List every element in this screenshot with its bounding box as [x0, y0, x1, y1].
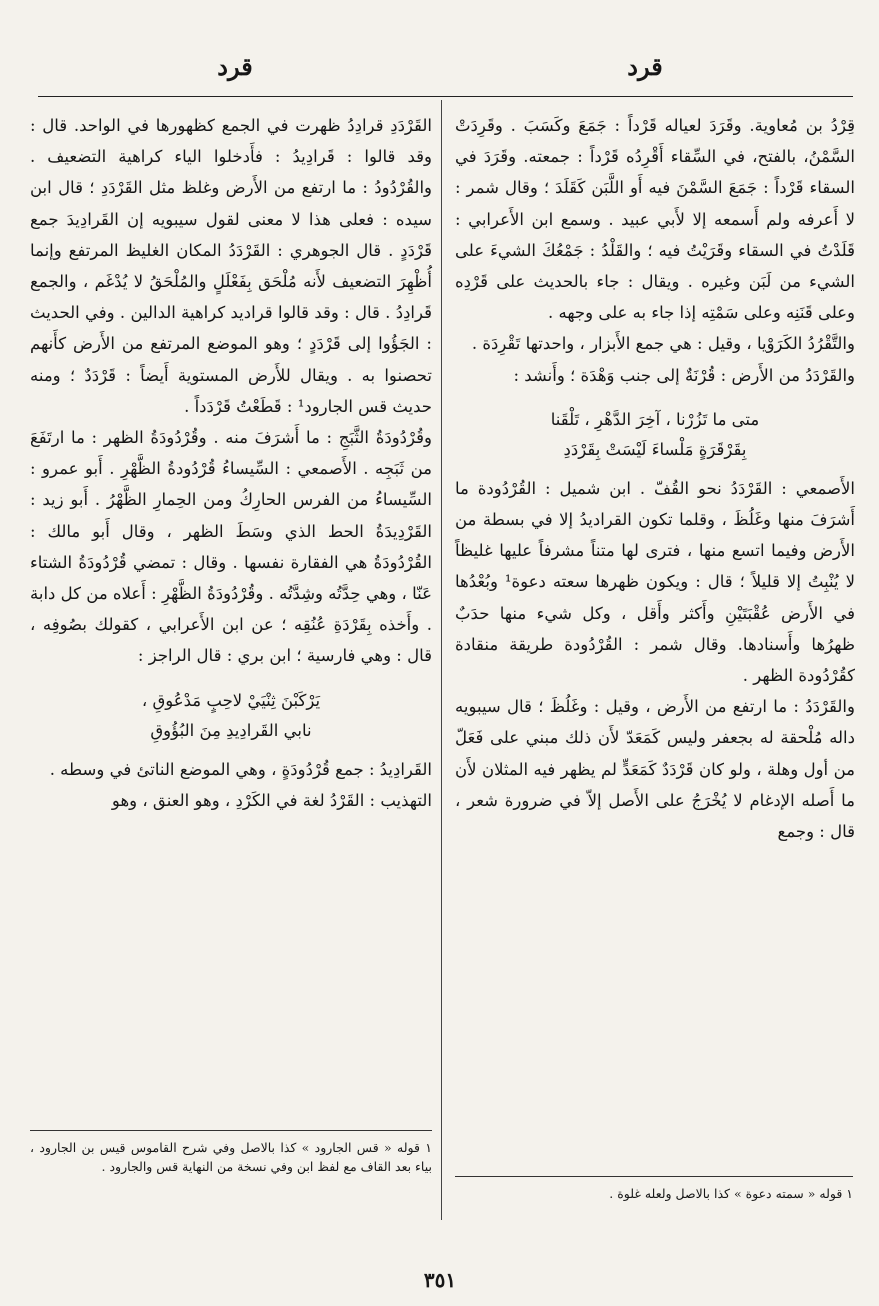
poem-block: [30, 686, 432, 746]
right-column: [455, 110, 855, 847]
poem-verse: نابي القَرادِيدِ مِنَ البُؤُوقِ: [150, 720, 312, 740]
paragraph: القَرادِيدُ : جمع قُرْدُودَةٍ ، وهي الموضع الناتئ في وسطه .: [49, 759, 432, 779]
paragraph: القَرْدَدِ قرادِدُ ظهرت في الجمع كظهورها في الواحد. قال : وقد قالوا : قَرادِيدُ : فأَدخلوا الياء كراهية التضعيف . والقُرْدُودُ : ما ارتفع من الأَرض وغلظ مثل القَرْدَدِ ؛ قال ابن سيده : فعلى هذا لا معنى لقول سيبويه إن القَرادِيدَ جمع قَرْدَدٍ . قال الجوهري : القَرْدَدُ المكان الغليظ المرتفع وإنما أُظْهِرَ التضعيف لأَنه مُلْحَق بِفَعْلَلٍ والمُلْحَقُ لا يُدْغَم ، والجمع قَرادِدُ . قال : وقد قالوا قراديد كراهية الدالين . وفي الحديث : الجَؤُوا إلى قَرْدَدٍ ؛ وهو الموضع المرتفع من الأَرض كأَنهم تحصنوا به . ويقال للأَرض المستوية أَيضاً : قَرْدَدٌ ؛ ومنه حديث قس الجارود¹ : قَطَعْتُ قَرْدَداً .: [30, 116, 432, 416]
paragraph: والقَرْدَدُ من الأَرض : قُرْنَةٌ إلى جنب وَهْدَة ؛ وأَنشد :: [513, 365, 855, 385]
footnote-right: ١ قوله « سمته دعوة » كذا بالاصل ولعله غلوة .: [609, 1186, 853, 1201]
poem-block: [455, 405, 855, 465]
footnote-rule: [30, 1130, 432, 1131]
footnote-rule: [455, 1176, 853, 1177]
poem-verse: بِقَرْقَرَةٍ مَلْساءَ لَيْسَتْ بِقَرْدَدِ: [563, 439, 747, 459]
left-column: [30, 110, 432, 816]
poem-verse: يَرْكَبْنَ ثِنْيَيْ لاحِبٍ مَدْعُوقِ ،: [141, 690, 321, 710]
running-header-left: قرد: [217, 52, 253, 81]
running-header-right: قرد: [627, 52, 663, 81]
paragraph: التهذيب : القَرْدُ لغة في الكَرْدِ ، وهو العنق ، وهو: [111, 790, 432, 810]
poem-verse: متى ما تَزُرْنا ، آخِرَ الدَّهْرِ ، تَلْقَنا: [550, 409, 760, 429]
paragraph: والقَرْدَدُ : ما ارتفع من الأَرض ، وقيل : وغَلُظَ ؛ قال سيبويه داله مُلْحقة له بجعفر وليس كَمَعَدّ لأَن ذلك مبني على فَعَلّ من أول وهلة ، ولو كان قَرْدَدٌ كَمَعَدٍّ لم يظهر فيه المثلان لأَن ما أَصله الإدغام لا يُخْرَجُ على الأَصل إلاّ في ضرورة شعر ، قال : وجمع: [455, 697, 855, 842]
footnote-left: ١ قوله « قس الجارود » كذا بالاصل وفي شرح القاموس قيس بن الجارود ، بياء بعد القاف مع لفظ ابن وفي نسخة من النهاية قس والجارود .: [30, 1140, 432, 1174]
page-number: ٣٥١: [423, 1268, 457, 1292]
paragraph: وقُرْدُودَةُ الثَّبَجِ : ما أَشرَفَ منه . وقُرْدُودَةُ الظهر : ما ارتَفَعَ من ثَبَجِه . الأَصمعي : السِّيساءُ قُرْدُودةُ الظَّهْرِ . أَبو عمرو : السِّيساءُ من الفرس الحارِكُ ومن الحِمارِ الظَّهْرُ . أَبو زيد : القَرْدِيدَةُ الحط الذي وسَطَ الظهر ، وقال أَبو مالك : القُرْدُودَةُ هي الفقارة نفسها . وقال : تمضي قُرْدُودَةُ الشتاء عَنّا ، وهي حِدَّتُه وشِدَّتُه . وقُرْدُودَةُ الظَّهْرِ : أَعلاه من كل دابة . وأَخذه بِقَرْدَةِ عُنُقِه ؛ عن ابن الأَعرابي ، كقولك بصُوفِه ، قال : وهي فارسية ؛ ابن بري : قال الراجز :: [30, 428, 432, 666]
column-divider: [441, 100, 442, 1220]
header-rule: [38, 96, 853, 97]
paragraph: الأَصمعي : القَرْدَدُ نحو القُفّ . ابن شميل : القُرْدُودة ما أَشرَفَ منها وغَلُظَ ، وقلما تكون القراديدُ إلا في بسطة من الأَرض وفيما اتسع منها ، فترى لها متناً مشرفاً عليها غليظاً لا يُنْبِتُ إلا قليلاً ؛ قال : ويكون ظهرها سعته دعوة¹ وبُعْدُها في الأَرض عُقْبَتَيْنِ وأَكثر وأَقل ، وكل شيء منها حدَبٌ ظهرُها وأَسنادها. وقال شمر : القُرْدُودة طريقة منقادة كقُرْدُودة الظهر .: [455, 478, 856, 686]
paragraph: والتَّقْرُدُ الكَرَوْيا ، وقيل : هي جمع الأَبزار ، واحدتها تَقْرِدَة .: [471, 334, 855, 354]
paragraph: قِرْدُ بن مُعاوية. وقَرَدَ لعياله قَرْداً : جَمَعَ وكَسَبَ . وقَرِدَتْ السَّمْنُ، بالفتح، في السِّقاء أَقْرِدُه قَرْداً : جمعته. وقَرَدَ في السقاء قَرْداً : جَمَعَ السَّمْنَ فيه أَو اللَّبَن كَقَلَدَ ؛ وقال شمر : لا أَعرفه ولم أَسمعه إلا لأَبي عبيد . وسمع ابن الأَعرابي : قَلَدْتُ في السقاء وقَرَيْتُ فيه ؛ والقَلْدُ : جَمْعُكَ الشيءَ على الشيء من لَبَن وغيره . ويقال : جاء بالحديث على قَرْدِه وعلى قَنَنِه وعلى سَمْتِه إذا جاء به على وجهه .: [455, 116, 855, 323]
